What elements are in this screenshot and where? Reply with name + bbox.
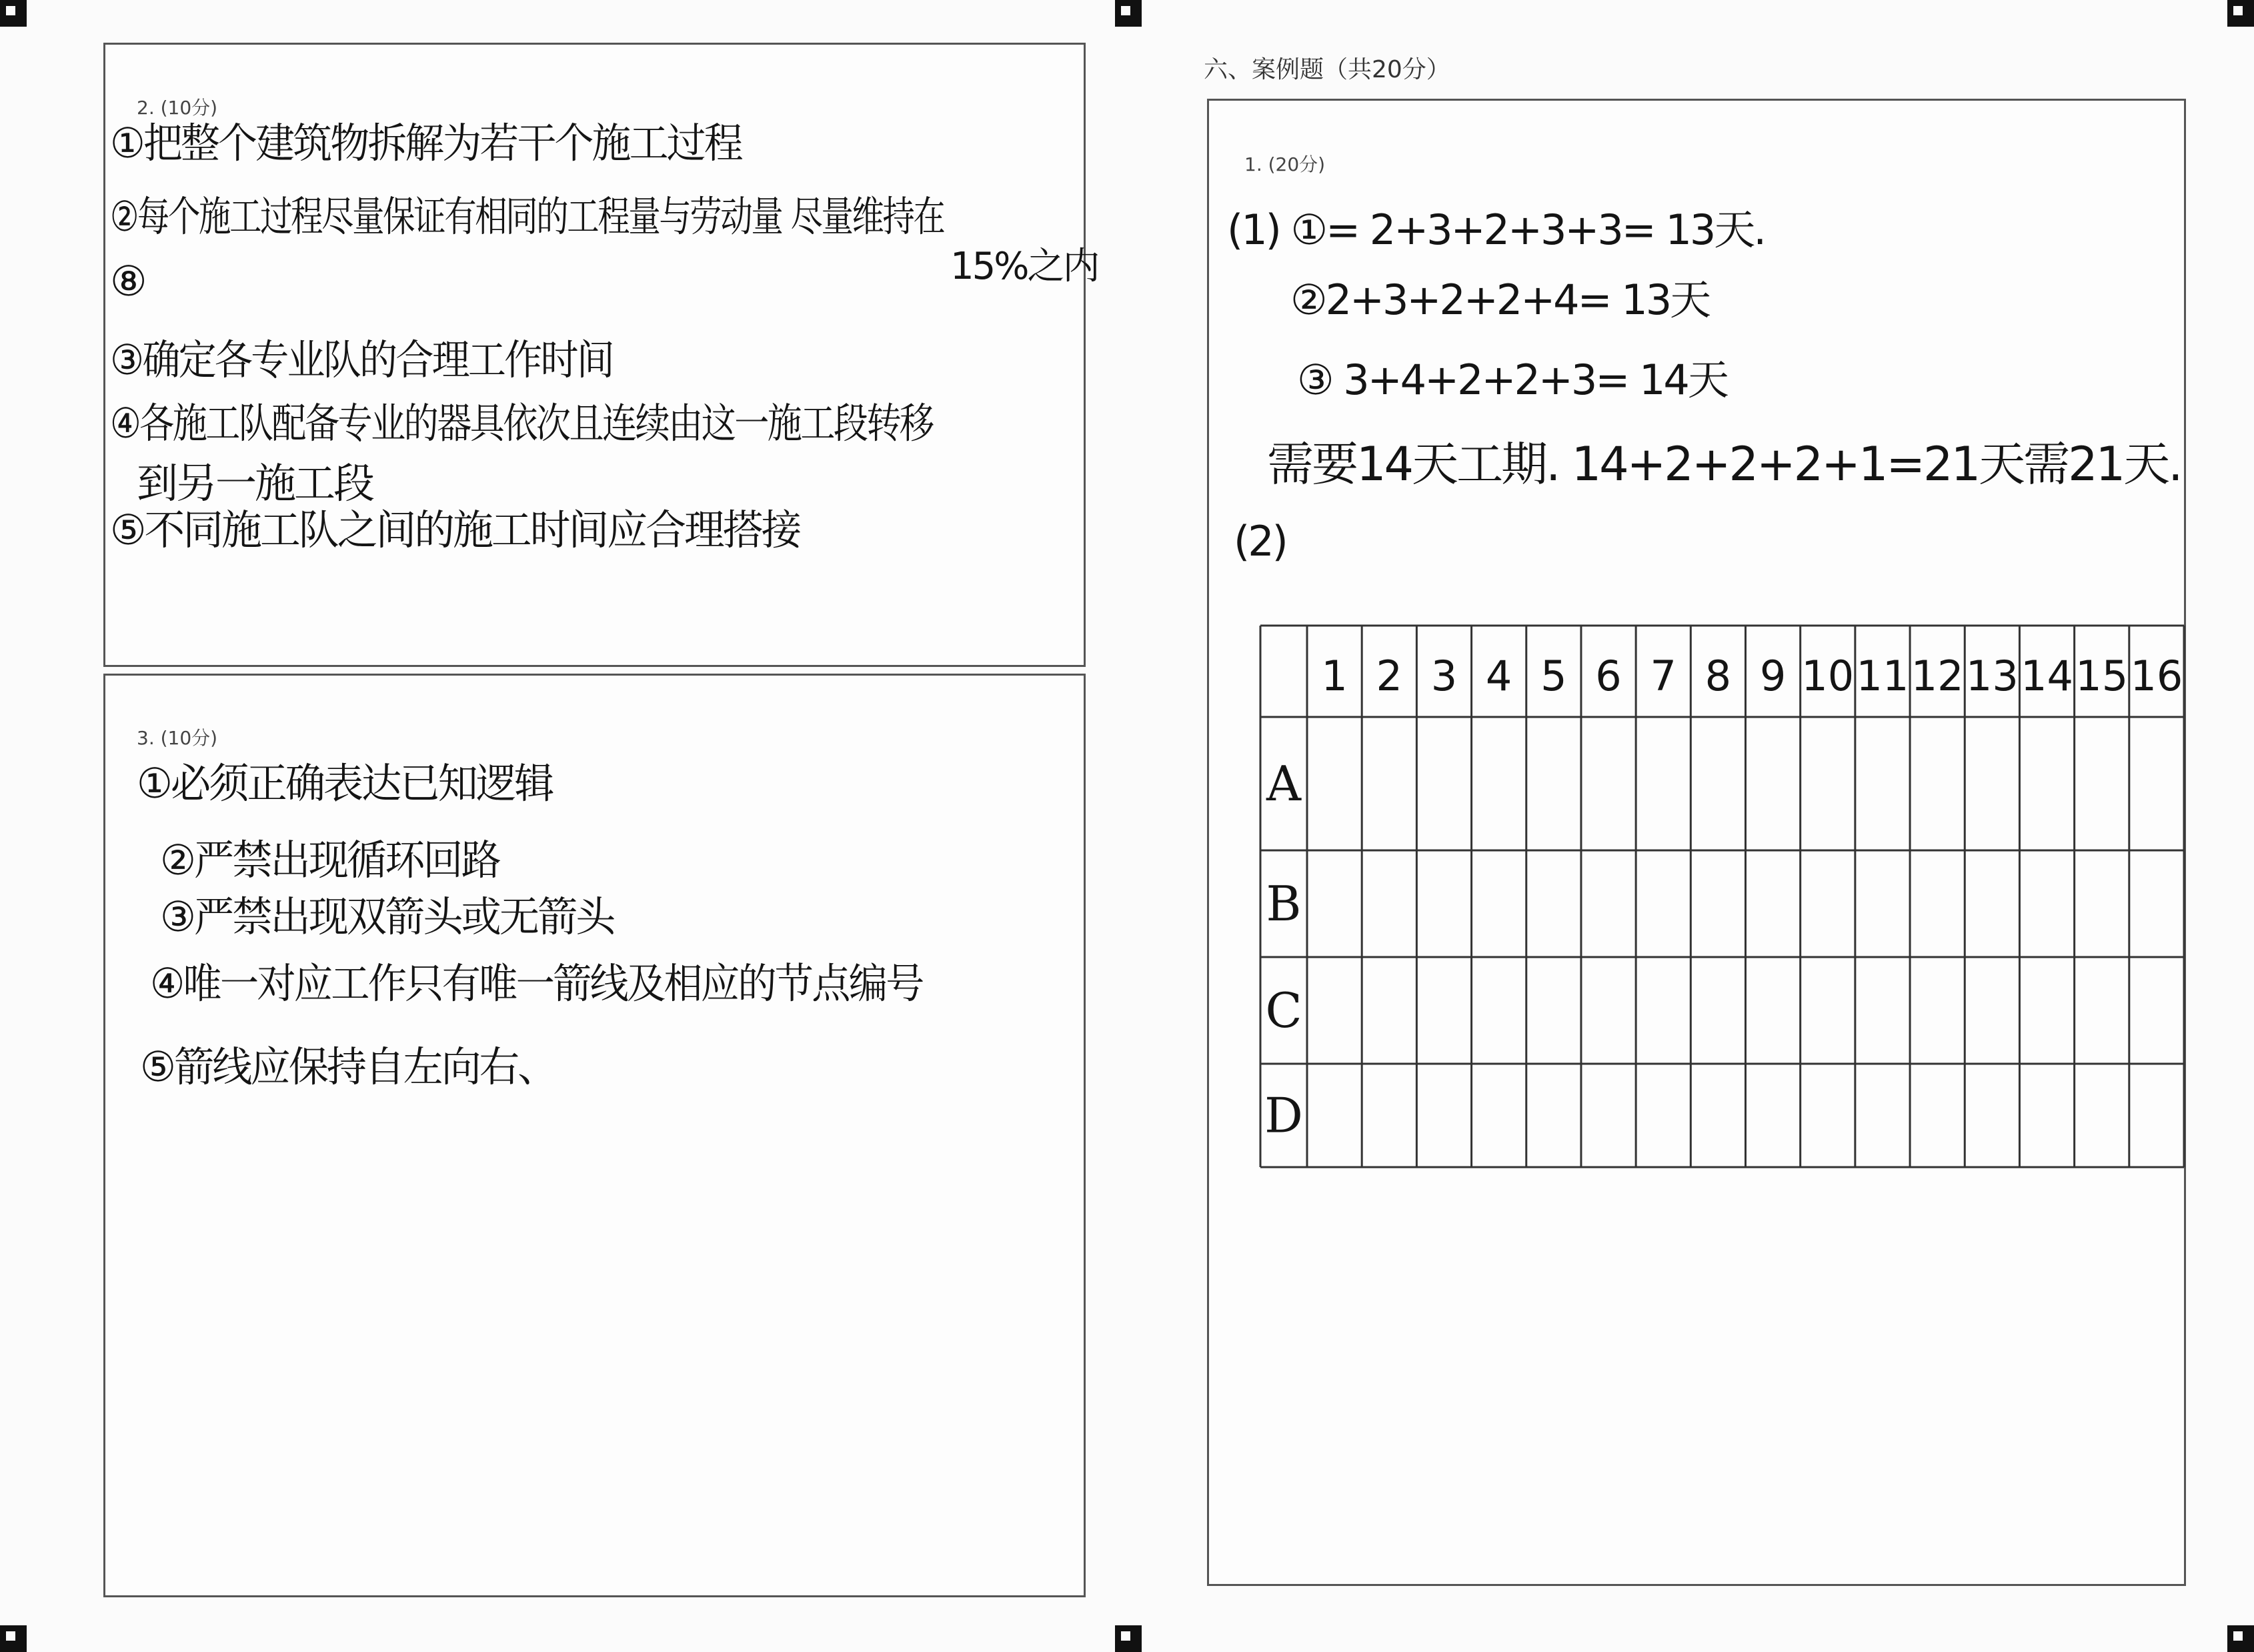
q2-line-8: ⑤不同施工队之间的施工时间应合理搭接 (110, 506, 800, 554)
table-row-label: C (1265, 982, 1302, 1038)
question-label-q2: 2. (10分) (137, 97, 218, 119)
case1-line-3: ③ 3+4+2+2+3= 14天 (1297, 355, 1727, 404)
table-column-header: 13 (1965, 652, 2019, 700)
q2-line-1: ①把整个建筑物拆解为若干个施工过程 (110, 119, 742, 167)
registration-mark-bottom-right (2227, 1625, 2254, 1652)
case1-line-1: (1) ①= 2+3+2+3+3= 13天. (1227, 205, 1765, 254)
registration-mark-bottom-center (1115, 1625, 1142, 1652)
schedule-table (1240, 614, 2214, 1187)
registration-mark-bottom-left (0, 1625, 27, 1652)
case1-line-4: 需要14天工期. 14+2+2+2+1=21天需21天. (1267, 437, 2181, 492)
section-title: 六、案例题（共20分） (1204, 56, 1450, 83)
q2-line-7: 到另一施工段 (137, 459, 373, 508)
q3-line-4: ④唯一对应工作只有唯一箭线及相应的节点编号 (150, 959, 923, 1008)
table-row-label: D (1264, 1087, 1303, 1144)
q3-line-2: ②严禁出现循环回路 (160, 836, 499, 884)
q3-line-3: ③严禁出现双箭头或无箭头 (160, 892, 614, 941)
case1-line-5: (2) (1234, 517, 1286, 566)
table-column-header: 3 (1430, 652, 1458, 700)
registration-mark-top-right (2227, 0, 2254, 27)
table-column-header: 8 (1705, 652, 1732, 700)
table-column-header: 7 (1650, 652, 1676, 700)
table-column-header: 16 (2130, 652, 2183, 700)
table-column-header: 14 (2021, 652, 2073, 700)
table-column-header: 9 (1759, 652, 1787, 700)
table-column-header: 5 (1540, 652, 1567, 700)
table-column-header: 4 (1485, 652, 1512, 700)
table-row-label: B (1266, 876, 1302, 932)
table-column-header: 12 (1911, 652, 1964, 700)
table-column-header: 10 (1801, 652, 1855, 700)
table-column-header: 6 (1595, 652, 1622, 700)
table-column-header: 2 (1376, 652, 1403, 700)
q3-line-1: ①必须正确表达已知逻辑 (137, 759, 553, 808)
table-row-label: A (1266, 756, 1301, 812)
q2-line-4: ⑧ (110, 257, 145, 305)
case1-line-2: ②2+3+2+2+4= 13天 (1290, 275, 1710, 324)
question-label-q3: 3. (10分) (137, 727, 218, 749)
question-label-case1: 1. (20分) (1244, 153, 1326, 175)
table-column-header: 11 (1856, 652, 1909, 700)
q2-line-2: ②每个施工过程尽量保证有相同的工程量与劳动量 尽量维持在 (110, 192, 944, 241)
table-column-header: 1 (1321, 652, 1348, 700)
table-column-header: 15 (2075, 652, 2129, 700)
q2-line-5: ③确定各专业队的合理工作时间 (110, 335, 614, 384)
registration-mark-top-left (0, 0, 27, 27)
q3-line-5: ⑤箭线应保持自左向右、 (140, 1042, 556, 1091)
registration-mark-top-center (1115, 0, 1142, 27)
q2-line-6: ④各施工队配备专业的器具依次且连续由这一施工段转移 (110, 399, 933, 448)
q2-line-3: 15%之内 (950, 245, 1098, 288)
answer-box-q3 (103, 674, 1086, 1597)
